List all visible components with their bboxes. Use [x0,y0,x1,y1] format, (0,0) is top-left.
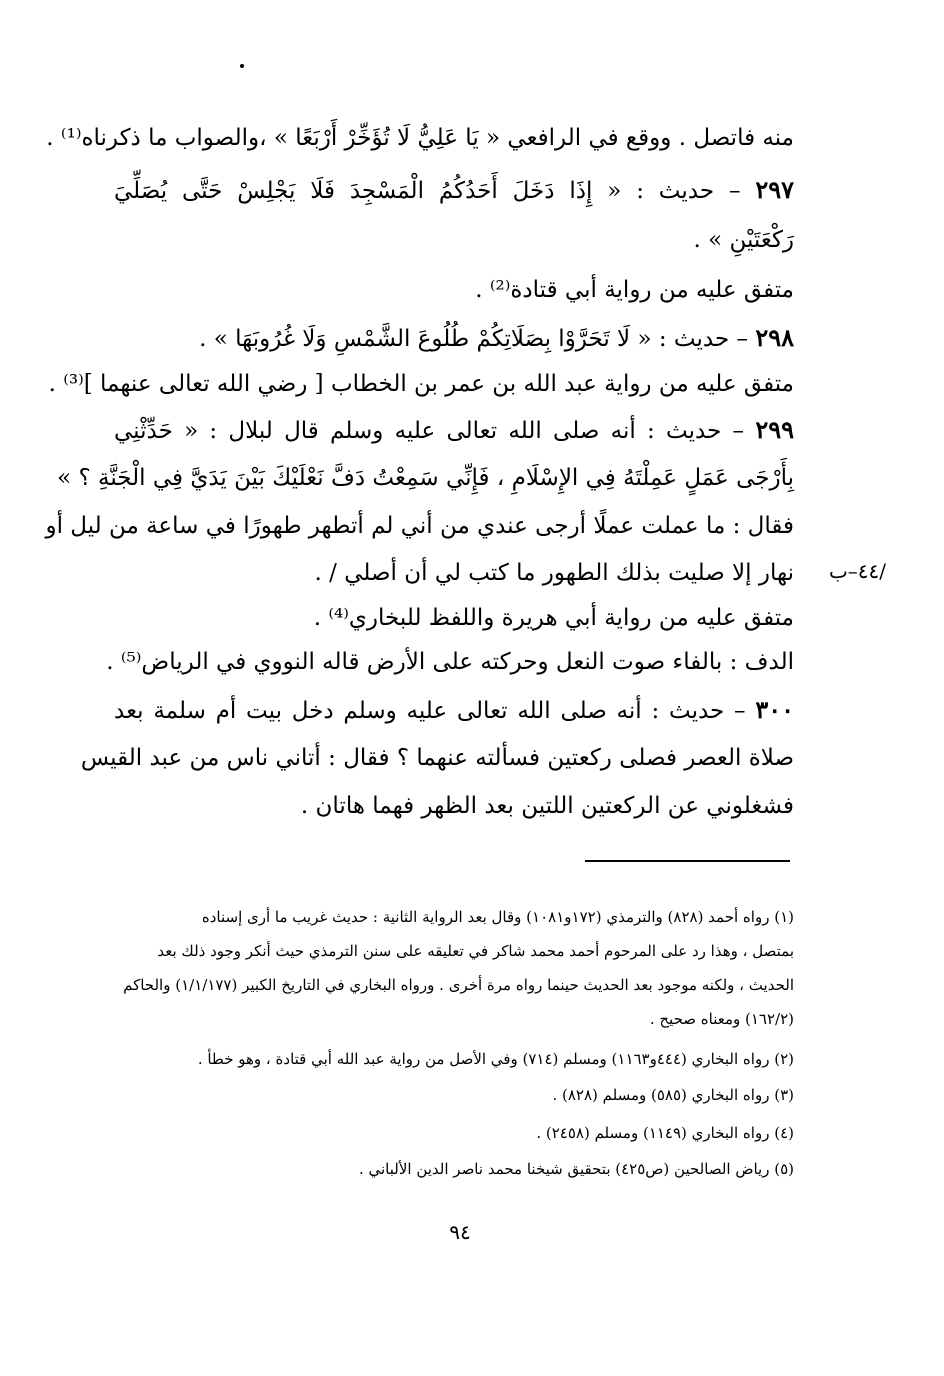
footnote-3: (٣) رواه البخاري (٥٨٥) ومسلم (٨٢٨) . [552,1086,794,1104]
hadith-300-line-2: صلاة العصر فصلى ركعتين فسألته عنهما ؟ فقال : أتاني ناس من عبد القيس [80,745,794,771]
hadith-299-source: متفق عليه من رواية أبي هريرة واللفظ للبخاري⁽⁴⁾ . [313,605,794,631]
footnote-2: (٢) رواه البخاري (٤٤٤و١١٦٣) ومسلم (٧١٤) وفي الأصل من رواية عبد الله أبي قتادة ، وهو خطأ . [197,1050,794,1068]
hadith-299-line-1: ٢٩٩ – حديث : أنه صلى الله تعالى عليه وسلم قال لبلال : « حَدِّثْنِي [114,415,794,444]
hadith-298-source: متفق عليه من رواية عبد الله بن عمر بن الخطاب [ رضي الله تعالى عنهما ]⁽³⁾ . [48,371,794,397]
page-speck [240,64,244,68]
footnote-5: (٥) رياض الصالحين (ص٤٢٥) بتحقيق شيخنا محمد ناصر الدين الألباني . [358,1160,794,1178]
hadith-300-line-1: ٣٠٠ – حديث : أنه صلى الله تعالى عليه وسلم دخل بيت أم سلمة بعد [114,695,794,724]
margin-folio-note: /٤٤–ب [828,559,886,583]
hadith-297-line-1: ٢٩٧ – حديث : « إِذَا دَخَلَ أَحَدُكُمُ الْمَسْجِدَ فَلَا يَجْلِسْ حَتَّى يُصَلِّيَ [114,175,795,204]
hadith-number-297: ٢٩٧ [755,175,795,204]
hadith-299-gloss: الدف : بالفاء صوت النعل وحركته على الأرض قاله النووي في الرياض⁽⁵⁾ . [106,649,794,675]
hadith-297-source: متفق عليه من رواية أبي قتادة⁽²⁾ . [475,277,794,303]
hadith-299-line-3: فقال : ما عملت عملًا أرجى عندي من أني لم أتطهر طهورًا في ساعة من ليل أو [45,513,794,539]
footnote-1-line-2: بمتصل ، وهذا رد على المرحوم أحمد محمد شاكر في تعليقه على سنن الترمذي حيث أنكر وجود ذلك بعد [157,942,794,960]
text-line-1: منه فاتصل . ووقع في الرافعي « يَا عَلِيُّ لَا تُؤَخِّرْ أَرْبَعًا » ،والصواب ما ذكرناه⁽¹⁾ . [46,125,794,151]
footnote-1-line-1: (١) رواه أحمد (٨٢٨) والترمذي (١٧٢و١٠٨١) وقال بعد الرواية الثانية : حديث غريب ما أرى إسناده [201,908,794,926]
hadith-299-line-4: نهار إلا صليت بذلك الطهور ما كتب لي أن أصلي / . [314,560,794,586]
hadith-number-299: ٢٩٩ [755,415,794,444]
footnote-1-line-3: الحديث ، ولكنه موجود بعد الحديث حينما رواه مرة أخرى . ورواه البخاري في التاريخ الكبير (١/١/١٧٧) والحاكم [123,976,794,994]
hadith-300-line-3: فشغلوني عن الركعتين اللتين بعد الظهر فهما هاتان . [300,793,794,819]
page-number: ٩٤ [449,1220,471,1244]
hadith-number-300: ٣٠٠ [755,695,794,724]
footnote-separator [585,860,790,862]
hadith-298-line: ٢٩٨ – حديث : « لَا تَحَرَّوْا بِصَلَاتِكُمْ طُلُوعَ الشَّمْسِ وَلَا غُرُوبَهَا » . [199,323,794,352]
hadith-299-line-2: بِأَرْجَى عَمَلٍ عَمِلْتَهُ فِي الإِسْلَامِ ، فَإِنِّي سَمِعْتُ دَفَّ نَعْلَيْكَ بَيْنَ يَدَيَّ فِي الْجَنَّةِ ؟ » [57,465,794,491]
footnote-1-line-4: (١٦٢/٢) ومعناه صحيح . [649,1010,794,1028]
footnote-4: (٤) رواه البخاري (١١٤٩) ومسلم (٢٤٥٨) . [536,1124,794,1142]
hadith-297-line-2: رَكْعَتَيْنِ » . [693,227,794,253]
hadith-number-298: ٢٩٨ [755,323,794,352]
